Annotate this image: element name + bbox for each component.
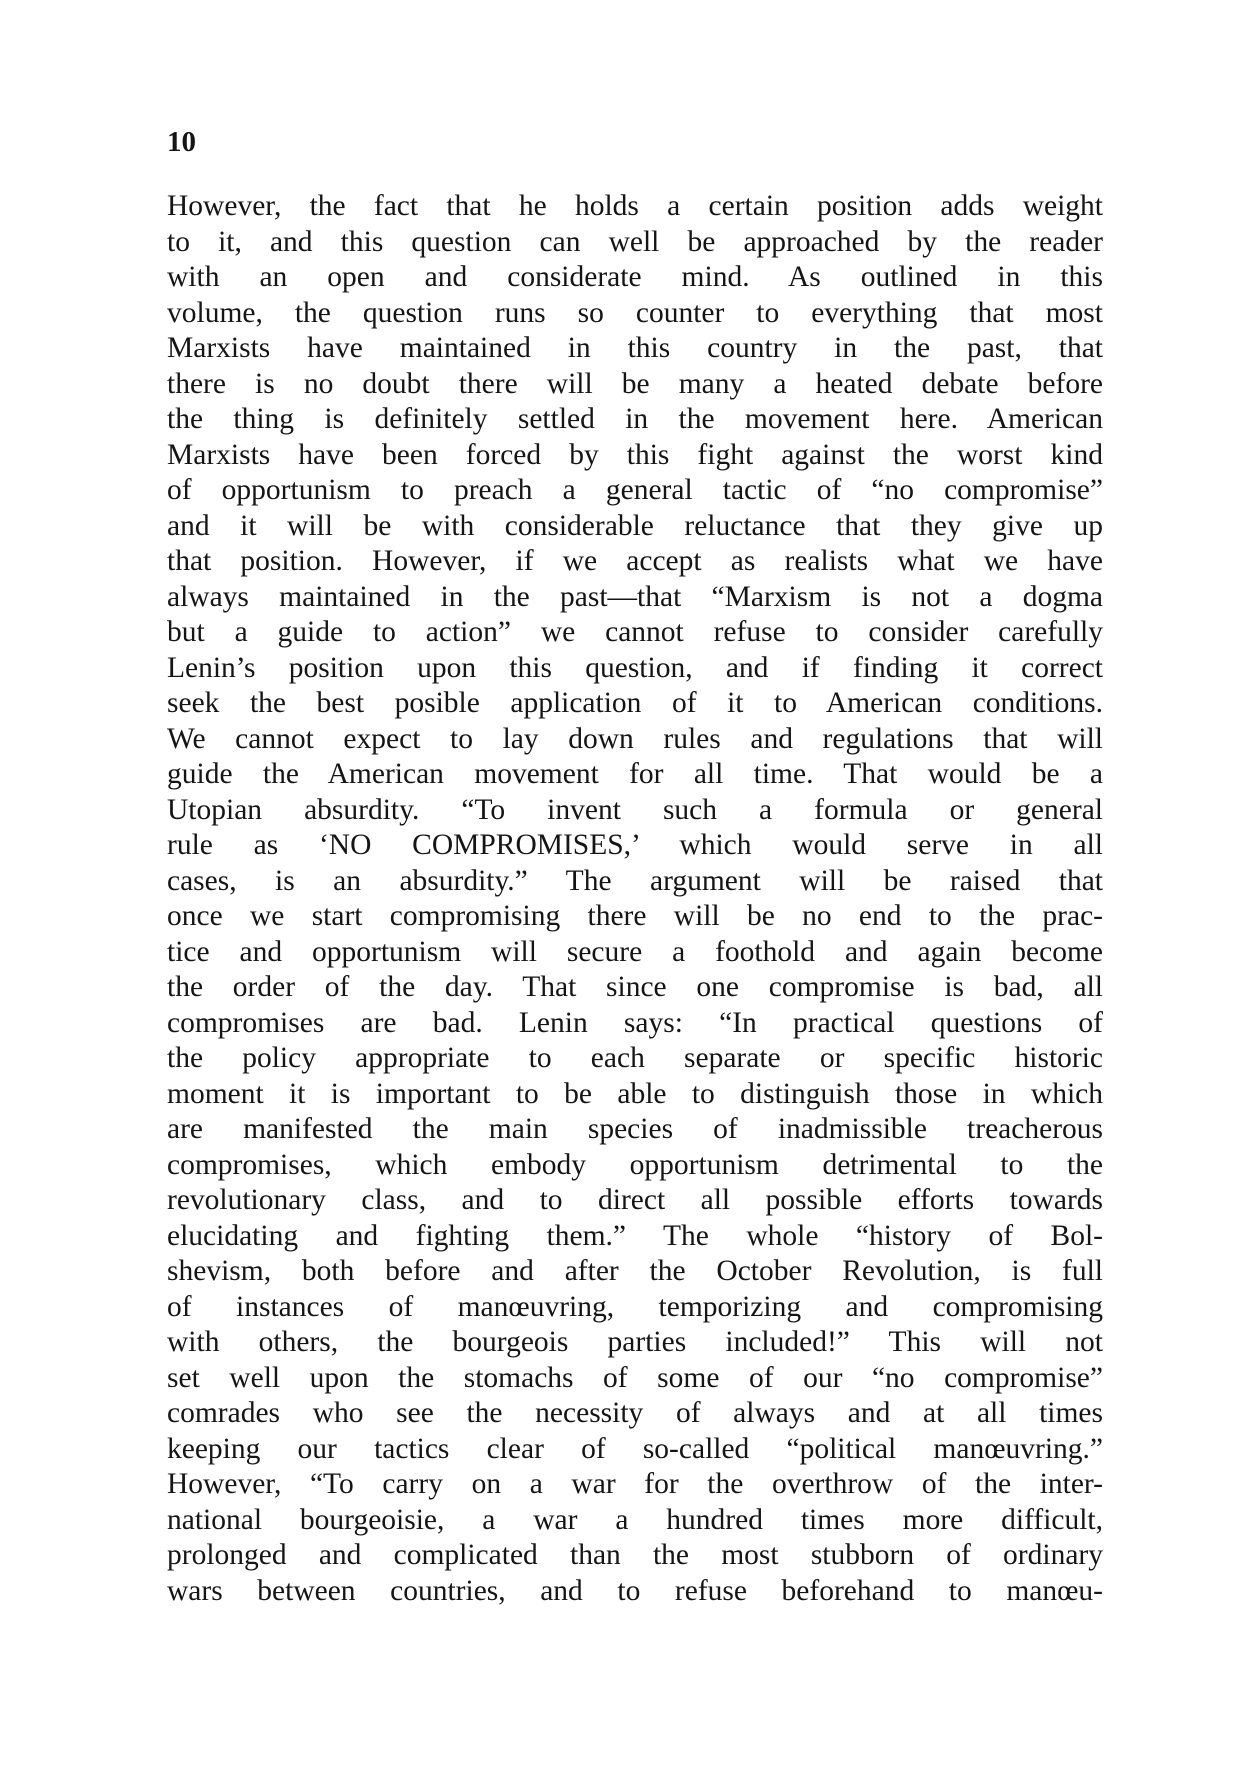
text-line: We cannot expect to lay down rules and regulations that will — [167, 722, 1103, 755]
text-line: prolonged and complicated than the most stubborn of ordinary — [167, 1539, 1103, 1571]
body-text — [167, 189, 1103, 1609]
text-line: there is no doubt there will be many a heated debate before — [167, 367, 1103, 400]
text-line: compromises are bad. Lenin says: “In practical questions of — [167, 1006, 1103, 1039]
text-line: always maintained in the past—that “Marxism is not a dogma — [167, 580, 1103, 613]
text-line: Marxists have maintained in this country in the past, that — [167, 332, 1103, 364]
text-line: Lenin’s position upon this question, and if finding it correct — [167, 651, 1103, 684]
text-line: the order of the day. That since one compromise is bad, all — [167, 971, 1103, 1003]
text-line: of opportunism to preach a general tactic of “no compromise” — [167, 474, 1103, 506]
text-line: once we start compromising there will be no end to the prac- — [167, 900, 1103, 932]
text-line: Utopian absurdity. “To invent such a formula or general — [167, 793, 1103, 826]
page-number: 10 — [167, 126, 196, 158]
text-line: wars between countries, and to refuse beforehand to manœu- — [167, 1574, 1103, 1607]
text-line: set well upon the stomachs of some of our “no compromise” — [167, 1361, 1103, 1394]
text-line: keeping our tactics clear of so-called “political manœuvring.” — [167, 1432, 1103, 1465]
text-line: with an open and considerate mind. As outlined in this — [167, 261, 1103, 293]
text-line: are manifested the main species of inadmissible treacherous — [167, 1113, 1103, 1145]
text-line: seek the best posible application of it to American conditions. — [167, 687, 1103, 719]
text-line: However, “To carry on a war for the overthrow of the inter- — [167, 1468, 1103, 1500]
text-line: Marxists have been forced by this fight against the worst kind — [167, 438, 1103, 471]
text-line: guide the American movement for all time. That would be a — [167, 758, 1103, 790]
text-line: However, the fact that he holds a certain position adds weight — [167, 190, 1103, 222]
text-line: that position. However, if we accept as realists what we have — [167, 545, 1103, 577]
text-line: rule as ‘NO COMPROMISES,’ which would serve in all — [167, 829, 1103, 861]
text-line: the thing is definitely settled in the movement here. American — [167, 403, 1103, 435]
text-line: volume, the question runs so counter to everything that most — [167, 296, 1103, 329]
text-line: but a guide to action” we cannot refuse to consider carefully — [167, 616, 1103, 648]
text-line: tice and opportunism will secure a foothold and again become — [167, 935, 1103, 968]
text-line: national bourgeoisie, a war a hundred times more difficult, — [167, 1503, 1103, 1536]
text-line: elucidating and fighting them.” The whole “history of Bol- — [167, 1219, 1103, 1252]
text-line: to it, and this question can well be approached by the reader — [167, 225, 1103, 258]
text-line: revolutionary class, and to direct all possible efforts towards — [167, 1184, 1103, 1216]
text-line: and it will be with considerable reluctance that they give up — [167, 509, 1103, 542]
text-line: moment it is important to be able to distinguish those in which — [167, 1077, 1103, 1110]
text-line: compromises, which embody opportunism detrimental to the — [167, 1148, 1103, 1181]
text-line: shevism, both before and after the October Revolution, is full — [167, 1255, 1103, 1287]
text-line: with others, the bourgeois parties included!” This will not — [167, 1326, 1103, 1358]
text-line: cases, is an absurdity.” The argument will be raised that — [167, 864, 1103, 897]
text-line: the policy appropriate to each separate or specific historic — [167, 1042, 1103, 1074]
text-line: comrades who see the necessity of always and at all times — [167, 1397, 1103, 1429]
text-line: of instances of manœuvring, temporizing and compromising — [167, 1290, 1103, 1323]
